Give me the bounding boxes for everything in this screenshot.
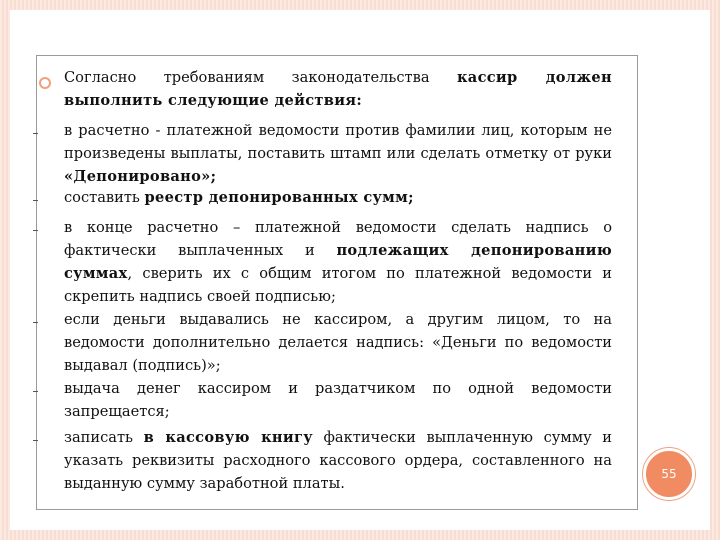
intro-paragraph (64, 66, 612, 112)
dash-bullet-icon (33, 391, 38, 392)
item-text: записать (64, 429, 144, 446)
item-text: выдача денег кассиром и раздатчиком по одной ведомости запрещается; (64, 380, 612, 420)
item-text-tail: , сверить их с общим итогом по платежной ведомости и скрепить надпись своей подписью; (64, 265, 612, 305)
item-bold-text: «Депонировано»; (64, 168, 217, 185)
list-item (64, 119, 612, 188)
list-item (64, 426, 612, 495)
page-number-badge (643, 448, 695, 500)
item-text: составить (64, 189, 145, 206)
list-item (64, 377, 612, 423)
page-number: 55 (661, 467, 677, 481)
dash-bullet-icon (33, 440, 38, 441)
item-text-tail: фактически выплаченную сумму и указать реквизиты расходного кассового ордера, составленного на выданную сумму заработной платы. (64, 429, 612, 492)
item-bold-text: реестр депонированных сумм; (144, 189, 414, 206)
dash-bullet-icon (33, 200, 38, 201)
item-text: в конце расчетно – платежной ведомости сделать надпись о фактически выплаченных и (64, 219, 612, 259)
dash-bullet-icon (33, 230, 38, 231)
item-bold-text: подлежащих депонированию суммах (64, 242, 612, 282)
item-text: в расчетно - платежной ведомости против фамилии лиц, которым не произведены выплаты, поставить штамп или сделать отметку от руки (64, 122, 612, 162)
circle-bullet-icon (39, 77, 51, 89)
dash-bullet-icon (33, 133, 38, 134)
intro-bold-text: кассир должен выполнить следующие действия: (64, 69, 612, 109)
item-text: если деньги выдавались не кассиром, а другим лицом, то на ведомости дополнительно делается надпись: «Деньги по ведомости выдавал (подпись)»; (64, 311, 612, 374)
list-item (64, 186, 612, 209)
item-bold-text: в кассовую книгу (143, 429, 313, 446)
list-item (64, 308, 612, 377)
list-item (64, 216, 612, 308)
dash-bullet-icon (33, 322, 38, 323)
intro-text: Согласно требованиям законодательства (64, 69, 457, 86)
